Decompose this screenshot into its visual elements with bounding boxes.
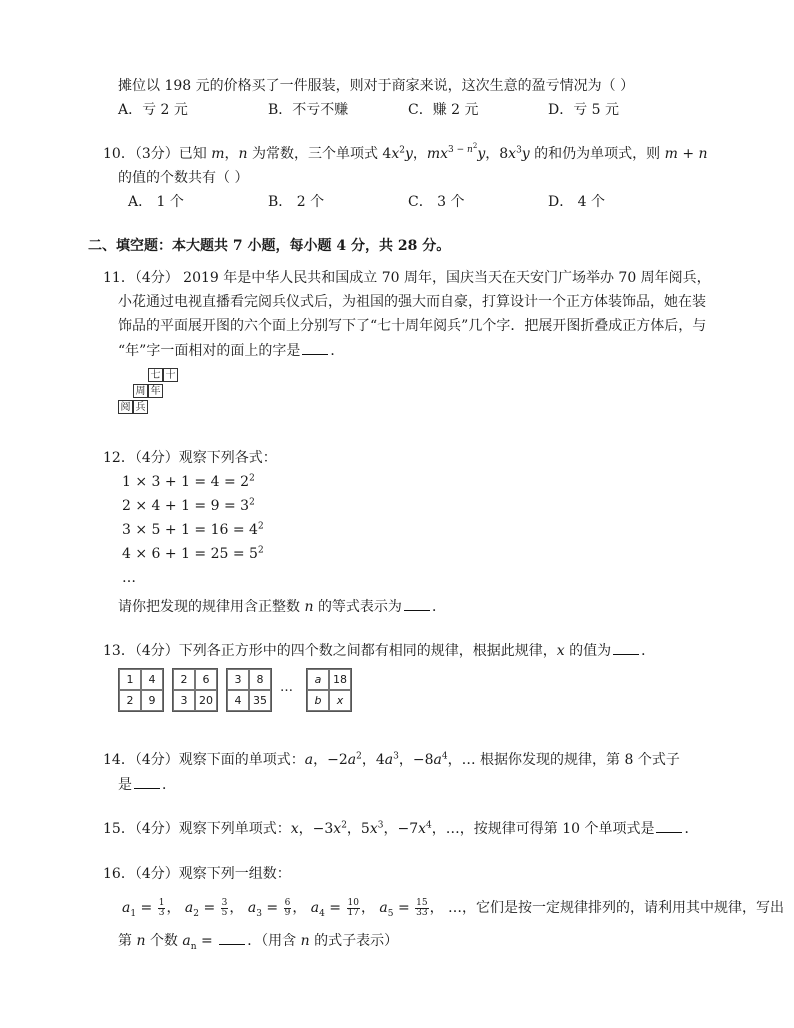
answer-blank (656, 818, 682, 833)
answer-blank (302, 340, 328, 355)
q10-line2: 的值的个数共有（ ） (118, 170, 249, 186)
q9-option-d: D．亏 5 元 (548, 102, 620, 118)
q9-stem: 摊位以 198 元的价格买了一件服装，则对于商家来说，这次生意的盈亏情况为（ ） (118, 78, 635, 94)
q9-option-c: C．赚 2 元 (408, 102, 479, 118)
squares-ellipsis: … (280, 680, 293, 695)
number-square: 1 4 2 9 (118, 668, 164, 712)
q16-stem: 16．（4分）观察下列一组数： (103, 866, 291, 882)
q12-stem: 12．（4分）观察下列各式： (103, 450, 277, 466)
net-cell: 周 (133, 384, 148, 398)
q12-ask: 请你把发现的规律用含正整数 n 的等式表示为 ． (118, 596, 446, 617)
q12-eq-3: $3 \times 5 + 1 = 16 = 4^2$ (122, 521, 264, 538)
q12-ellipsis: … (122, 570, 136, 586)
q10-option-a: A． 1 个 (128, 194, 184, 210)
cube-net-figure (118, 368, 188, 416)
q13-stem: 13．（4分）下列各正方形中的四个数之间都有相同的规律，根据此规律，x 的值为 ． (103, 640, 655, 661)
answer-blank (404, 596, 430, 611)
net-cell: 年 (148, 384, 163, 398)
q15-stem: 15．（4分）观察下列单项式：x，$-3x^2$，$5x^3$，$-7x^4$，…，按规律可得第 10 个单项式是 ． (103, 818, 698, 839)
q16-line3: 第 n 个数 $a_n$ = ．（用含 n 的式子表示） (118, 930, 398, 957)
q14-line2: 是 ． (118, 774, 176, 795)
net-cell: 兵 (133, 400, 148, 414)
number-square: 2 6 3 20 (172, 668, 218, 712)
q9-option-a: A．亏 2 元 (118, 102, 188, 118)
q9-option-b: B．不亏不赚 (268, 102, 349, 118)
q16-sequence: $a_1$ = $\frac{1}{3}$ ， $a_2$ = $\frac{3}{5}$ ， $a_3$ = $\frac{6}{9}$ ， $a_4$ = $\frac{10}{17}$ ， $a_5$ = $\frac{15}{33}$ ， …，它们是按一定规律排列的，请利用其中规律，写出 (122, 897, 785, 919)
net-cell: 阅 (118, 400, 133, 414)
q10-option-c: C． 3 个 (408, 194, 465, 210)
answer-blank (613, 640, 639, 655)
net-cell: 十 (163, 368, 178, 382)
answer-blank (134, 774, 160, 789)
q10-option-d: D． 4 个 (548, 194, 606, 210)
number-square: 3 8 4 35 (226, 668, 272, 712)
q11-line3: 饰品的平面展开图的六个面上分别写下了“七十周年阅兵”几个字．把展开图折叠成正方体后，与 (118, 318, 707, 334)
q11-line4: “年”字一面相对的面上的字是 ． (118, 340, 344, 361)
q12-eq-2: $2 \times 4 + 1 = 9 = 3^2$ (122, 497, 255, 514)
q14-stem: 14．（4分）观察下面的单项式：a，$-2a^2$，$4a^3$，$-8a^4$，… 根据你发现的规律，第 8 个式子 (103, 751, 680, 768)
section-heading: 二、填空题：本大题共 7 小题，每小题 4 分，共 28 分。 (88, 238, 451, 254)
q11-line2: 小花通过电视直播看完阅兵仪式后，为祖国的强大而自豪，打算设计一个正方体装饰品，她在装 (118, 294, 706, 310)
q11-line1: 11．（4分） 2019 年是中华人民共和国成立 70 周年，国庆当天在天安门广场举办 70 周年阅兵， (103, 270, 711, 286)
q12-eq-1: $1 \times 3 + 1 = 4 = 2^2$ (122, 473, 255, 490)
q10-option-b: B． 2 个 (268, 194, 325, 210)
number-square-last: a 18 b x (306, 668, 352, 712)
net-cell: 七 (148, 368, 163, 382)
answer-blank (219, 930, 245, 945)
q12-eq-4: $4 \times 6 + 1 = 25 = 5^2$ (122, 545, 264, 562)
q10-stem: 10．（3分）已知 m，n 为常数，三个单项式 $4x^2y$，$mx^{3 - n^2}y$，$8x^3y$ 的和仍为单项式，则 m + n (103, 142, 708, 162)
